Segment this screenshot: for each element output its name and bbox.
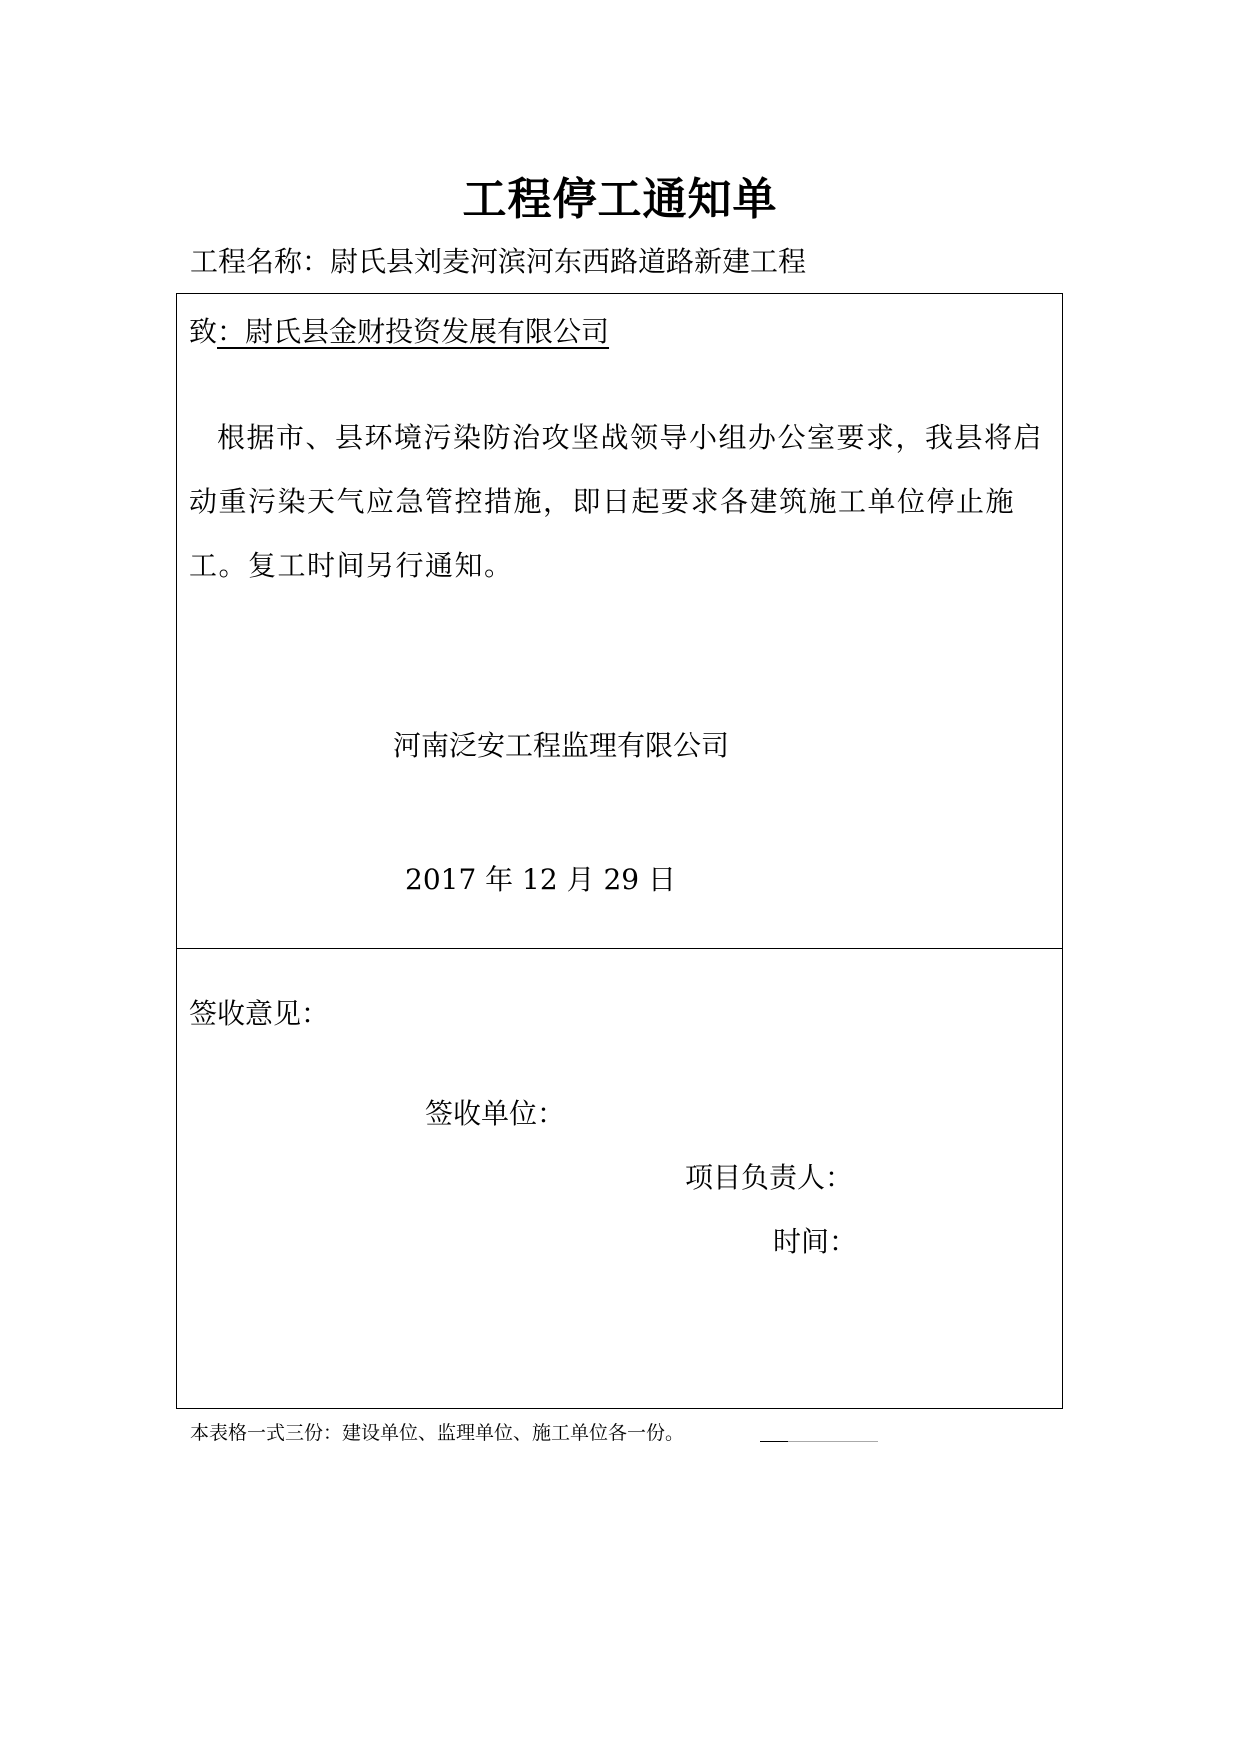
project-lead-label: 项目负责人： <box>685 1161 854 1194</box>
notice-form-table <box>176 293 1063 1409</box>
project-name-line <box>190 242 806 282</box>
copies-footnote: 本表格一式三份：建设单位、监理单位、施工单位各一份。 <box>190 1422 685 1444</box>
notice-body: 根据市、县环境污染防治攻坚战领导小组办公室要求，我县将启动重污染天气应急管控措施，即日起要求各建筑施工单位停止施工。复工时间另行通知。 <box>189 421 1044 582</box>
recipient-name: ：尉氏县金财投资发展有限公司 <box>217 315 610 348</box>
footnote-underline-faint <box>788 1441 878 1442</box>
table-row-divider <box>177 948 1062 949</box>
issuer-company: 河南泛安工程监理有限公司 <box>393 729 730 762</box>
recipient-line <box>189 312 609 352</box>
document-title: 工程停工通知单 <box>462 174 778 225</box>
recipient-label: 致 <box>189 315 218 348</box>
project-name-label: 工程名称： <box>190 245 331 278</box>
project-name-value: 尉氏县刘麦河滨河东西路道路新建工程 <box>330 245 807 278</box>
receipt-unit-label: 签收单位： <box>425 1097 566 1130</box>
receipt-time-label: 时间： <box>773 1225 858 1258</box>
issue-date: 2017 年 12 月 29 日 <box>405 863 677 896</box>
footnote-underline <box>760 1441 788 1442</box>
receipt-opinion-label: 签收意见： <box>189 997 330 1030</box>
